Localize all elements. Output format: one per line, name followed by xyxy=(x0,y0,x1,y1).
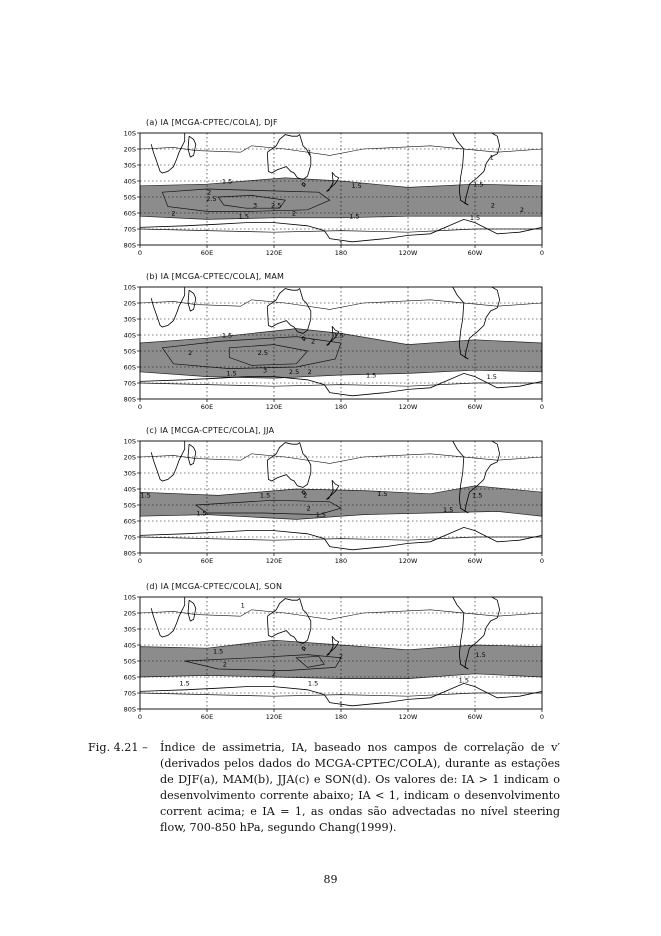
lon-tick-label: 180 xyxy=(334,249,348,257)
lat-tick-label: 70S xyxy=(123,689,136,698)
panel-title: (d) IA [MCGA-CPTEC/COLA], SON xyxy=(146,582,283,591)
lat-tick-label: 80S xyxy=(123,549,136,558)
contour-label: 2 xyxy=(292,209,297,218)
contour-label: 1 xyxy=(338,239,344,248)
contour-label: 3 xyxy=(252,201,258,210)
lat-tick-label: 50S xyxy=(123,501,136,510)
lat-tick-label: 50S xyxy=(123,657,136,666)
lat-tick-label: 30S xyxy=(123,469,136,478)
contour-label: 1.5 xyxy=(333,331,344,340)
lon-tick-label: 120E xyxy=(265,713,283,721)
lat-tick-label: 60S xyxy=(123,517,136,526)
lat-tick-label: 20S xyxy=(123,453,136,462)
contour-label: 1 xyxy=(240,601,245,610)
contour-label: 2 xyxy=(171,209,176,218)
lon-tick-label: 60W xyxy=(467,557,483,565)
lat-tick-label: 60S xyxy=(123,209,136,218)
lon-tick-label: 180 xyxy=(334,403,348,411)
contour-label: 1.5 xyxy=(469,214,481,223)
contour-label: 1.5 xyxy=(458,676,470,685)
lon-tick-label: 0 xyxy=(539,403,545,411)
lon-tick-label: 60E xyxy=(200,713,214,721)
map-b xyxy=(100,282,560,432)
lon-tick-label: 0 xyxy=(539,557,545,565)
lat-tick-label: 70S xyxy=(123,533,136,542)
contour-label: 2 xyxy=(311,337,316,346)
lat-tick-label: 60S xyxy=(123,363,136,372)
map-d xyxy=(100,592,560,742)
contour-label: 1.5 xyxy=(259,491,271,500)
contour-label: 2.5 xyxy=(288,368,300,377)
contour-label: 2 xyxy=(188,348,193,357)
panel-title: (b) IA [MCGA-CPTEC/COLA], MAM xyxy=(146,272,285,281)
lon-tick-label: 0 xyxy=(137,713,143,721)
lat-tick-label: 10S xyxy=(123,283,136,292)
lon-tick-label: 180 xyxy=(334,713,348,721)
contour-label: 2 xyxy=(303,491,308,500)
page-number: 89 xyxy=(323,873,338,886)
lon-tick-label: 120E xyxy=(265,249,283,257)
lon-tick-label: 120W xyxy=(398,557,418,565)
panel-title: (a) IA [MCGA-CPTEC/COLA], DJF xyxy=(146,118,278,127)
contour-label: 1.5 xyxy=(486,372,497,381)
lon-tick-label: 180 xyxy=(334,557,348,565)
contour-label: 1.5 xyxy=(475,650,486,659)
lat-tick-label: 10S xyxy=(123,129,136,138)
lat-tick-label: 80S xyxy=(123,705,136,714)
lon-tick-label: 60W xyxy=(467,713,483,721)
lat-tick-label: 40S xyxy=(123,485,136,494)
contour-label: 1.5 xyxy=(221,177,233,186)
contour-label: 1.5 xyxy=(226,369,237,378)
caption-text: Índice de assimetria, IA, baseado nos campos de correlação de v′ (derivados pelos dados do MCGA-CPTEC/COLA), durante as estações de DJF(a), MAM(b), JJA(c) e SON(d). Os valores de: IA > 1 indicam o desenvolvimento corrente abaixo; IA < 1, indicam o desenvolvimento corrent acima; e IA = 1, as ondas são advectadas no nível steering flow, 700-850 hPa, segundo Chang(1999). xyxy=(160,741,560,834)
lat-tick-label: 10S xyxy=(123,437,136,446)
lon-tick-label: 60W xyxy=(467,403,483,411)
contour-label: 2 xyxy=(207,188,212,197)
contour-label: 2 xyxy=(222,660,227,669)
lat-tick-label: 50S xyxy=(123,193,136,202)
contour-label: 1.5 xyxy=(221,331,233,340)
contour-label: 2 xyxy=(306,504,311,513)
contour-label: 1.5 xyxy=(377,490,388,499)
lat-tick-label: 30S xyxy=(123,625,136,634)
contour-label: 1.5 xyxy=(196,509,207,518)
contour-label: 2.5 xyxy=(271,201,282,210)
contour-label: 1 xyxy=(338,700,344,709)
contour-label: 1 xyxy=(489,153,494,162)
contour-label: 2 xyxy=(307,368,312,377)
lon-tick-label: 120W xyxy=(398,713,418,721)
contour-label: 2 xyxy=(519,206,524,215)
lon-tick-label: 120W xyxy=(398,403,418,411)
lat-tick-label: 10S xyxy=(123,593,136,602)
panel-title: (c) IA [MCGA-CPTEC/COLA], JJA xyxy=(146,426,275,435)
contour-label: 1.5 xyxy=(212,647,224,656)
lat-tick-label: 50S xyxy=(123,347,136,356)
lon-tick-label: 60E xyxy=(200,557,214,565)
contour-label: 1.5 xyxy=(473,180,484,189)
lon-tick-label: 120E xyxy=(265,557,283,565)
map-a xyxy=(100,128,560,278)
lat-tick-label: 80S xyxy=(123,241,136,250)
lon-tick-label: 60E xyxy=(200,403,214,411)
lat-tick-label: 40S xyxy=(123,641,136,650)
contour-label: 2 xyxy=(490,201,495,210)
lon-tick-label: 0 xyxy=(137,403,143,411)
contour-label: 2.5 xyxy=(257,348,269,357)
contour-label: 2 xyxy=(338,652,344,661)
lon-tick-label: 60W xyxy=(467,249,483,257)
lon-tick-label: 120W xyxy=(398,249,418,257)
lat-tick-label: 40S xyxy=(123,177,136,186)
contour-label: 3 xyxy=(262,366,268,375)
map-c xyxy=(100,436,560,586)
lat-tick-label: 60S xyxy=(123,673,136,682)
contour-label: 1.5 xyxy=(472,491,483,500)
contour-label: 1.5 xyxy=(443,506,454,515)
contour-label: 1 xyxy=(307,148,312,157)
contour-label: 1.5 xyxy=(351,182,362,191)
caption-label: Fig. 4.21 – xyxy=(88,741,148,754)
lat-tick-label: 30S xyxy=(123,315,136,324)
contour-label: 1.5 xyxy=(365,371,377,380)
lat-tick-label: 30S xyxy=(123,161,136,170)
lat-tick-label: 80S xyxy=(123,395,136,404)
lat-tick-label: 70S xyxy=(123,379,136,388)
lat-tick-label: 20S xyxy=(123,299,136,308)
lon-tick-label: 0 xyxy=(137,249,143,257)
contour-label: 1.5 xyxy=(315,510,327,519)
contour-label: 1.5 xyxy=(307,679,319,688)
lat-tick-label: 20S xyxy=(123,609,136,618)
lon-tick-label: 0 xyxy=(137,557,143,565)
lon-tick-label: 120E xyxy=(265,403,283,411)
lon-tick-label: 0 xyxy=(539,713,545,721)
lon-tick-label: 60E xyxy=(200,249,214,257)
contour-label: 1.5 xyxy=(140,491,151,500)
lon-tick-label: 0 xyxy=(539,249,545,257)
lat-tick-label: 20S xyxy=(123,145,136,154)
contour-label: 1.5 xyxy=(349,212,360,221)
contour-label: 1.5 xyxy=(179,679,190,688)
lat-tick-label: 40S xyxy=(123,331,136,340)
contour-label: 2.5 xyxy=(206,194,217,203)
lat-tick-label: 70S xyxy=(123,225,136,234)
contour-label: 2 xyxy=(271,670,277,679)
contour-label: 1.5 xyxy=(238,212,250,221)
